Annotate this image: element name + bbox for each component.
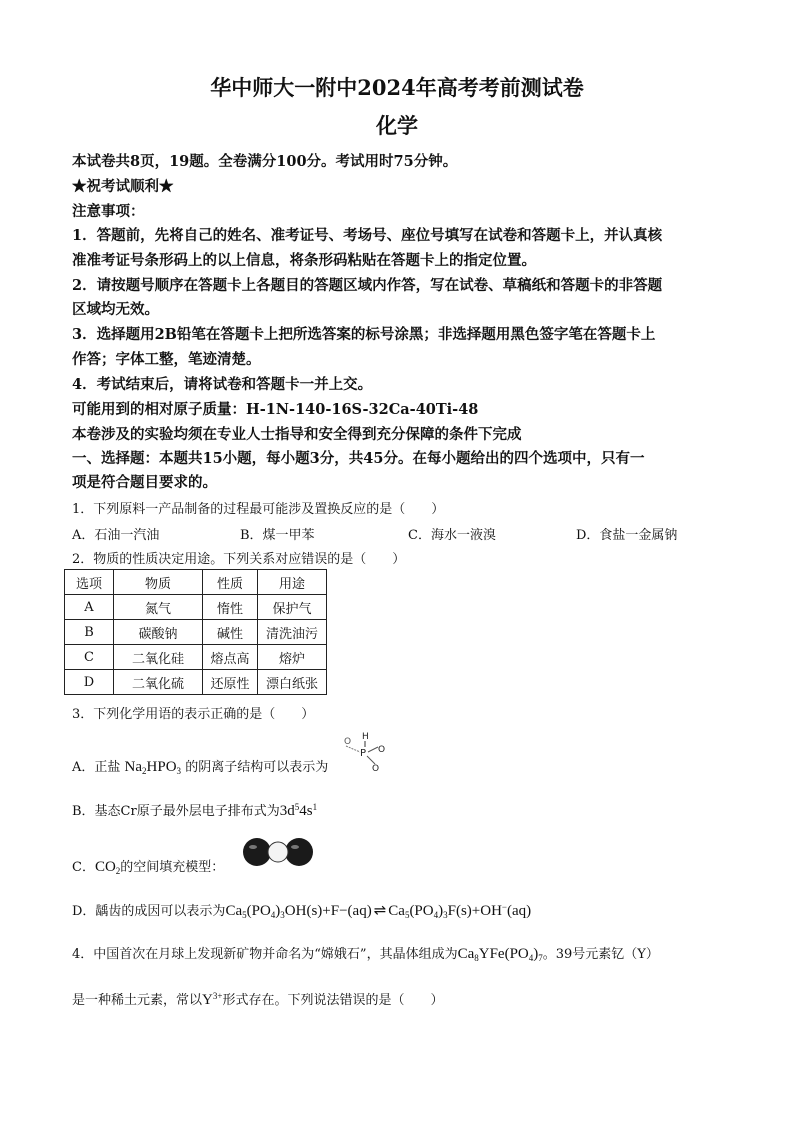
formula-part: Na xyxy=(124,759,143,775)
formula-sup: 5 xyxy=(294,802,300,812)
note-2-line2: 区域均无效。 xyxy=(72,301,159,318)
question-1-option-d: D．食盐一金属钠 xyxy=(576,528,678,543)
table-cell: 二氧化硅 xyxy=(114,645,203,670)
svg-text:O: O xyxy=(372,764,380,772)
formula-part: 3d xyxy=(279,803,295,819)
svg-text:P: P xyxy=(360,748,367,759)
option-c-suffix: 的空间填充模型： xyxy=(120,860,225,875)
formula-sub: 3 xyxy=(280,910,285,920)
question-4-text: 4．中国首次在月球上发现新矿物并命名为“嫦娥石”，其晶体组成为 xyxy=(72,947,458,962)
formula-sub: 3 xyxy=(443,910,448,920)
question-1-option-c: C．海水一液溴 xyxy=(408,528,496,543)
formula-sub: 7 xyxy=(538,953,543,963)
table-cell: 还原性 xyxy=(203,670,258,695)
formula-part: (PO xyxy=(409,903,434,919)
svg-text:O: O xyxy=(344,737,352,747)
table-cell: 漂白纸张 xyxy=(258,670,327,695)
formula-sub: 5 xyxy=(404,910,410,920)
question-4-text: 是一种稀土元素，常以 xyxy=(72,993,203,1008)
atomic-mass-line: 可能用到的相对原子质量：H-1N-140-16S-32Ca-40Ti-48 xyxy=(72,401,479,418)
section-1-line1: 一、选择题：本题共15小题，每小题3分，共45分。在每小题给出的四个选项中，只有一 xyxy=(72,450,645,467)
formula-part: ) xyxy=(275,903,281,919)
table-cell: A xyxy=(65,595,114,620)
equilibrium-arrow: ⇌ xyxy=(373,901,387,919)
question-4-text: 。39号元素钇（Y） xyxy=(542,947,659,962)
formula-caries-equation xyxy=(225,903,531,919)
formula-part: ) xyxy=(533,946,539,962)
formula-sub: 2 xyxy=(142,766,147,776)
note-4: 4．考试结束后，请将试卷和答题卡一并上交。 xyxy=(72,376,373,393)
question-3-option-d xyxy=(72,900,531,920)
formula-part: Ca xyxy=(225,903,243,919)
subject-title: 化学 xyxy=(376,113,418,138)
hpo3-ion-structure-icon xyxy=(342,730,390,772)
formula-part: YFe(PO xyxy=(478,946,529,962)
option-b-prefix: B．基态Cr原子最外层电子排布式为 xyxy=(72,804,280,819)
table-cell: 碱性 xyxy=(203,620,258,645)
formula-part: CO xyxy=(94,859,116,875)
question-4-stem-line1 xyxy=(72,943,659,963)
table-row xyxy=(65,595,327,620)
question-3-option-a xyxy=(72,756,328,776)
formula-sub: 4 xyxy=(528,953,534,963)
formula-na2hpo3 xyxy=(125,759,182,775)
formula-sub: 4 xyxy=(433,910,439,920)
question-1-option-b: B．煤一甲苯 xyxy=(240,528,315,543)
question-1-option-a: A．石油一汽油 xyxy=(72,528,160,543)
question-4-stem-line2 xyxy=(72,989,443,1009)
question-4-text: 形式存在。下列说法错误的是（ ） xyxy=(222,993,444,1008)
formula-part: (aq) xyxy=(506,903,532,919)
notes-title: 注意事项： xyxy=(72,203,145,220)
table-header-cell: 性质 xyxy=(203,570,258,595)
safety-line: 本卷涉及的实验均须在专业人士指导和安全得到充分保障的条件下完成 xyxy=(72,426,522,443)
question-2-stem: 2．物质的性质决定用途。下列关系对应错误的是（ ） xyxy=(72,552,406,567)
co2-space-filling-model-icon xyxy=(242,834,314,870)
question-2-table xyxy=(64,569,327,695)
table-cell: 熔炉 xyxy=(258,645,327,670)
table-cell: C xyxy=(65,645,114,670)
formula-sub: 2 xyxy=(115,866,121,876)
table-cell: D xyxy=(65,670,114,695)
section-1-line2: 项是符合题目要求的。 xyxy=(72,474,217,491)
table-cell: B xyxy=(65,620,114,645)
table-cell: 氮气 xyxy=(114,595,203,620)
table-cell: 熔点高 xyxy=(203,645,258,670)
formula-sub: 8 xyxy=(474,953,479,963)
formula-sub: 3 xyxy=(176,766,182,776)
formula-part: Ca xyxy=(457,946,475,962)
formula-y-ion xyxy=(202,992,222,1008)
formula-co2 xyxy=(95,859,120,875)
note-3-line2: 作答；字体工整，笔迹清楚。 xyxy=(72,351,261,368)
table-cell: 惰性 xyxy=(203,595,258,620)
formula-part: HPO xyxy=(146,759,177,775)
formula-chang-e-stone xyxy=(458,946,543,962)
table-row xyxy=(65,645,327,670)
formula-part: OH(s)+F−(aq) xyxy=(284,903,372,919)
option-c-prefix: C． xyxy=(72,860,95,875)
svg-text:H: H xyxy=(362,732,369,742)
formula-part: (PO xyxy=(246,903,271,919)
note-1-line1: 1．答题前，先将自己的姓名、准考证号、考场号、座位号填写在试卷和答题卡上，并认真核 xyxy=(72,227,663,244)
option-a-prefix: A．正盐 xyxy=(72,760,121,775)
table-header-row xyxy=(65,570,327,595)
formula-part: F(s)+OH xyxy=(447,903,502,919)
formula-part: Ca xyxy=(388,903,405,919)
exam-wish: ★祝考试顺利★ xyxy=(72,178,174,195)
note-2-line1: 2．请按题号顺序在答题卡上各题目的答题区域内作答，写在试卷、草稿纸和答题卡的非答题 xyxy=(72,277,663,294)
question-3-option-b xyxy=(72,800,317,820)
formula-part: 4s xyxy=(299,803,313,819)
option-d-prefix: D．龋齿的成因可以表示为 xyxy=(72,904,226,919)
table-cell: 碳酸钠 xyxy=(114,620,203,645)
table-row xyxy=(65,620,327,645)
exam-title: 华中师大一附中2024年高考考前测试卷 xyxy=(210,75,584,100)
exam-summary: 本试卷共8页，19题。全卷满分100分。考试用时75分钟。 xyxy=(72,153,458,170)
table-cell: 保护气 xyxy=(258,595,327,620)
table-header-cell: 用途 xyxy=(258,570,327,595)
question-1-stem: 1．下列原料一产品制备的过程最可能涉及置换反应的是（ ） xyxy=(72,502,445,517)
table-cell: 清洗油污 xyxy=(258,620,327,645)
table-cell: 二氧化硫 xyxy=(114,670,203,695)
formula-sub: 4 xyxy=(270,910,276,920)
formula-sub: 5 xyxy=(242,910,247,920)
formula-part: Y xyxy=(202,992,213,1008)
option-a-suffix: 的阴离子结构可以表示为 xyxy=(185,760,329,775)
table-header-cell: 物质 xyxy=(114,570,203,595)
question-3-stem: 3．下列化学用语的表示正确的是（ ） xyxy=(72,707,315,722)
table-row xyxy=(65,670,327,695)
formula-sup: 1 xyxy=(312,802,318,812)
svg-text:O: O xyxy=(378,745,386,755)
table-header-cell: 选项 xyxy=(65,570,114,595)
formula-sup: − xyxy=(501,902,507,912)
note-1-line2: 准准考证号条形码上的以上信息，将条形码粘贴在答题卡上的指定位置。 xyxy=(72,252,536,269)
formula-cr-config xyxy=(280,803,317,819)
note-3-line1: 3．选择题用2B铅笔在答题卡上把所选答案的标号涂黑；非选择题用黑色签字笔在答题卡上 xyxy=(72,326,656,343)
formula-sup: 3+ xyxy=(212,991,223,1001)
question-3-option-c xyxy=(72,856,224,876)
formula-part: ) xyxy=(438,903,444,919)
